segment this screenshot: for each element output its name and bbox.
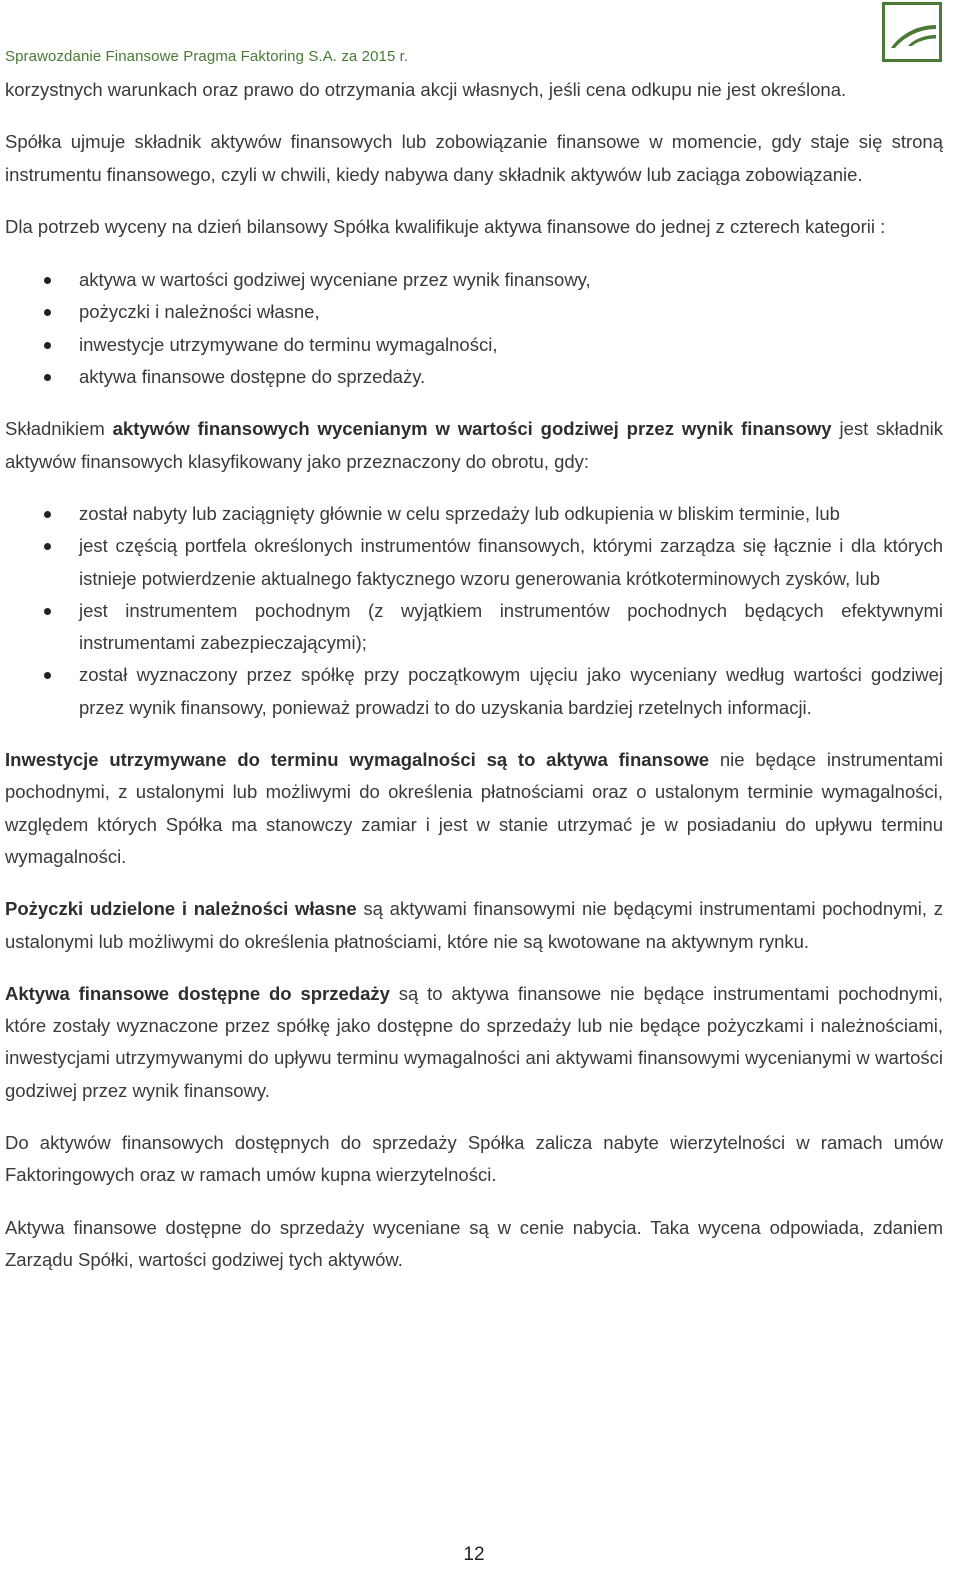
list-item: jest instrumentem pochodnym (z wyjątkiem instrumentów pochodnych będących efektywnymi instrumentami zabezpieczającymi); [5,595,943,660]
paragraph-continuation: korzystnych warunkach oraz prawo do otrzymania akcji własnych, jeśli cena odkupu nie jest określona. [5,79,847,100]
list-item: pożyczki i należności własne, [5,296,943,328]
paragraph-held-to-maturity: Inwestycje utrzymywane do terminu wymagalności są to aktywa finansowe nie będące instrumentami pochodnymi, z ustalonymi lub możliwymi do określenia płatnościami oraz o ustalonym terminie wymagalności, względem których Spółka ma stanowczy zamiar i jest w stanie utrzymać je w posiadaniu do upływu terminu wymagalności. [5,749,943,867]
bullet-icon [44,543,51,550]
paragraph-available-for-sale: Aktywa finansowe dostępne do sprzedaży są to aktywa finansowe nie będące instrumentami pochodnymi, które zostały wyznaczone przez spółkę jako dostępne do sprzedaży lub nie będące pożyczkami i należnościami, inwestycjami utrzymywanymi do upływu terminu wymagalności ani aktywami finansowymi wycenianymi w wartości godziwej przez wynik finansowy. [5,982,943,1101]
paragraph-fair-value-definition: Składnikiem aktywów finansowych wycenianym w wartości godziwej przez wynik finansowy jest składnik aktywów finansowych klasyfikowany jako przeznaczony do obrotu, gdy: [5,418,943,472]
bullet-icon [44,511,51,518]
running-header: Sprawozdanie Finansowe Pragma Faktoring S.A. za 2015 r. [5,48,409,65]
list-item: aktywa finansowe dostępne do sprzedaży. [5,361,943,393]
paragraph-afs-factoring: Do aktywów finansowych dostępnych do sprzedaży Spółka zalicza nabyte wierzytelności w ramach umów Faktoringowych oraz w ramach umów kupna wierzytelności. [5,1132,943,1186]
list-item: został nabyty lub zaciągnięty głównie w celu sprzedaży lub odkupienia w bliskim terminie, lub [5,498,943,530]
document-body [5,74,943,1276]
paragraph-recognition: Spółka ujmuje składnik aktywów finansowych lub zobowiązanie finansowe w momencie, gdy staje się stroną instrumentu finansowego, czyli w chwili, kiedy nabywa dany składnik aktywów lub zaciąga zobowiązanie. [5,131,943,185]
bullet-icon [44,309,51,316]
list-item: aktywa w wartości godziwej wyceniane przez wynik finansowy, [5,264,943,296]
list-item: jest częścią portfela określonych instrumentów finansowych, którymi zarządza się łącznie i dla których istnieje potwierdzenie aktualnego faktycznego wzoru generowania krótkoterminowych zysków, lub [5,530,943,595]
list-item: inwestycje utrzymywane do terminu wymagalności, [5,329,943,361]
bullet-icon [44,342,51,349]
page-number: 12 [463,1544,485,1565]
trading-conditions-list [5,498,943,724]
document-page [5,0,943,1588]
pragma-logo-icon [882,2,942,62]
paragraph-afs-valuation: Aktywa finansowe dostępne do sprzedaży wyceniane są w cenie nabycia. Taka wycena odpowiada, zdaniem Zarządu Spółki, wartości godziwej tych aktywów. [5,1216,943,1270]
paragraph-categories-intro: Dla potrzeb wyceny na dzień bilansowy Spółka kwalifikuje aktywa finansowe do jednej z czterech kategorii : [5,215,886,237]
paragraph-loans-receivables: Pożyczki udzielone i należności własne są aktywami finansowymi nie będącymi instrumentami pochodnymi, z ustalonymi lub możliwymi do określenia płatnościami, które nie są kwotowane na aktywnym rynku. [5,898,943,952]
bullet-icon [44,672,51,679]
bullet-icon [44,608,51,615]
list-item: został wyznaczony przez spółkę przy początkowym ujęciu jako wyceniany według wartości godziwej przez wynik finansowy, ponieważ prowadzi to do uzyskania bardziej rzetelnych informacji. [5,659,943,724]
category-list [5,264,943,393]
bullet-icon [44,277,51,284]
bullet-icon [44,374,51,381]
